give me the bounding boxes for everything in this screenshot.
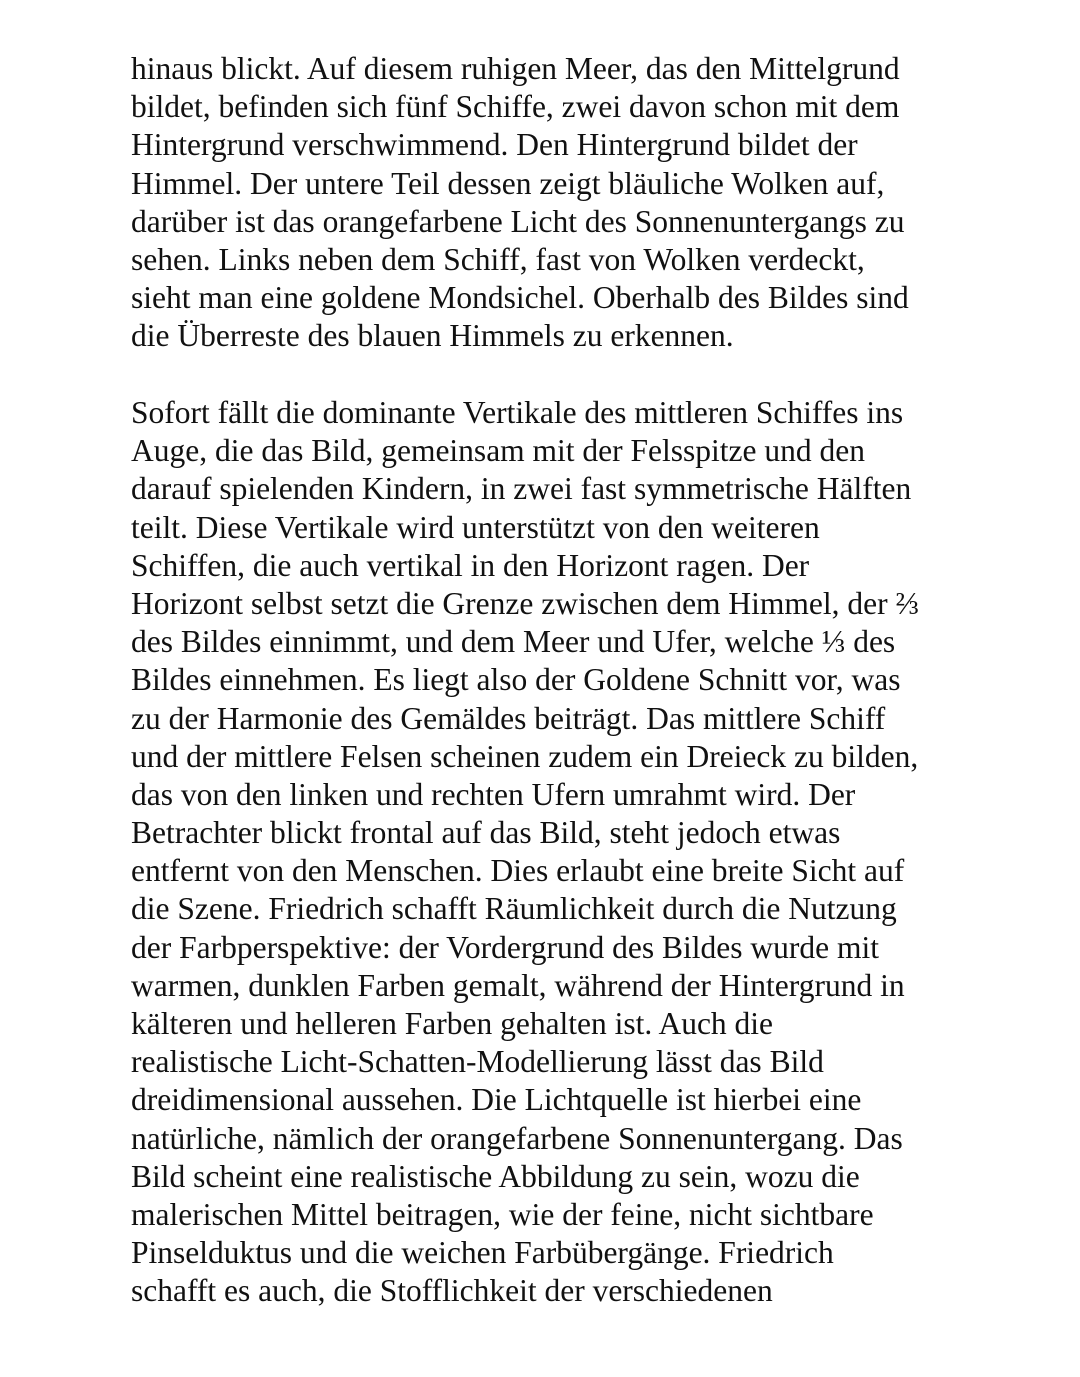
text-line: kälteren und helleren Farben gehalten ist. Auch die [131,1006,774,1041]
text-line: Auge, die das Bild, gemeinsam mit der Felsspitze und den [131,433,865,469]
paragraph-1 [131,50,1011,356]
text-line: malerischen Mittel beitragen, wie der feine, nicht sichtbare [131,1196,874,1232]
text-line: sieht man eine goldene Mondsichel. Oberhalb des Bildes sind [131,280,909,316]
text-line: Hintergrund verschwimmend. Den Hintergrund bildet der [131,127,858,163]
paragraph-spacer [131,356,1011,395]
text-line: dreidimensional aussehen. Die Lichtquelle ist hierbei eine [131,1082,862,1118]
text-line: warmen, dunklen Farben gemalt, während der Hintergrund in [131,967,905,1003]
text-line: Bild scheint eine realistische Abbildung zu sein, wozu die [131,1158,860,1194]
text-line: Himmel. Der untere Teil dessen zeigt bläuliche Wolken auf, [131,165,885,201]
text-line: darüber ist das orangefarbene Licht des Sonnenuntergangs zu [131,203,905,239]
text-line: Schiffen, die auch vertikal in den Horizont ragen. Der [131,547,810,583]
text-line: darauf spielenden Kindern, in zwei fast symmetrische Hälften [131,471,912,507]
text-line: natürliche, nämlich der orangefarbene Sonnenuntergang. Das [131,1120,903,1156]
text-line: zu der Harmonie des Gemäldes beiträgt. Das mittlere Schiff [131,700,886,736]
text-line: realistische Licht-Schatten-Modellierung lässt das Bild [131,1044,824,1080]
text-line: das von den linken und rechten Ufern umrahmt wird. Der [131,776,856,812]
text-line: und der mittlere Felsen scheinen zudem ein Dreieck zu bilden, [131,738,919,774]
text-line: Sofort fällt die dominante Vertikale des mittleren Schiffes ins [131,395,904,430]
text-line: schafft es auch, die Stofflichkeit der verschiedenen [131,1273,773,1309]
text-line: die Szene. Friedrich schafft Räumlichkeit durch die Nutzung [131,891,897,927]
text-line: die Überreste des blauen Himmels zu erkennen. [131,318,734,354]
text-line: bildet, befinden sich fünf Schiffe, zwei davon schon mit dem [131,89,900,125]
paragraph-2 [131,394,1011,1311]
text-line: der Farbperspektive: der Vordergrund des Bildes wurde mit [131,929,879,965]
text-line: sehen. Links neben dem Schiff, fast von Wolken verdeckt, [131,241,865,277]
text-line: entfernt von den Menschen. Dies erlaubt eine breite Sicht auf [131,853,905,889]
text-line: hinaus blickt. Auf diesem ruhigen Meer, das den Mittelgrund [131,51,900,86]
text-line: Bildes einnehmen. Es liegt also der Goldene Schnitt vor, was [131,662,901,698]
text-line: des Bildes einnimmt, und dem Meer und Ufer, welche ⅓ des [131,624,896,660]
text-line: Pinselduktus und die weichen Farbübergänge. Friedrich [131,1235,834,1271]
text-line: teilt. Diese Vertikale wird unterstützt von den weiteren [131,509,820,545]
document-page [131,50,1011,1311]
text-line: Horizont selbst setzt die Grenze zwischen dem Himmel, der ⅔ [131,585,920,621]
text-line: Betrachter blickt frontal auf das Bild, steht jedoch etwas [131,815,841,851]
